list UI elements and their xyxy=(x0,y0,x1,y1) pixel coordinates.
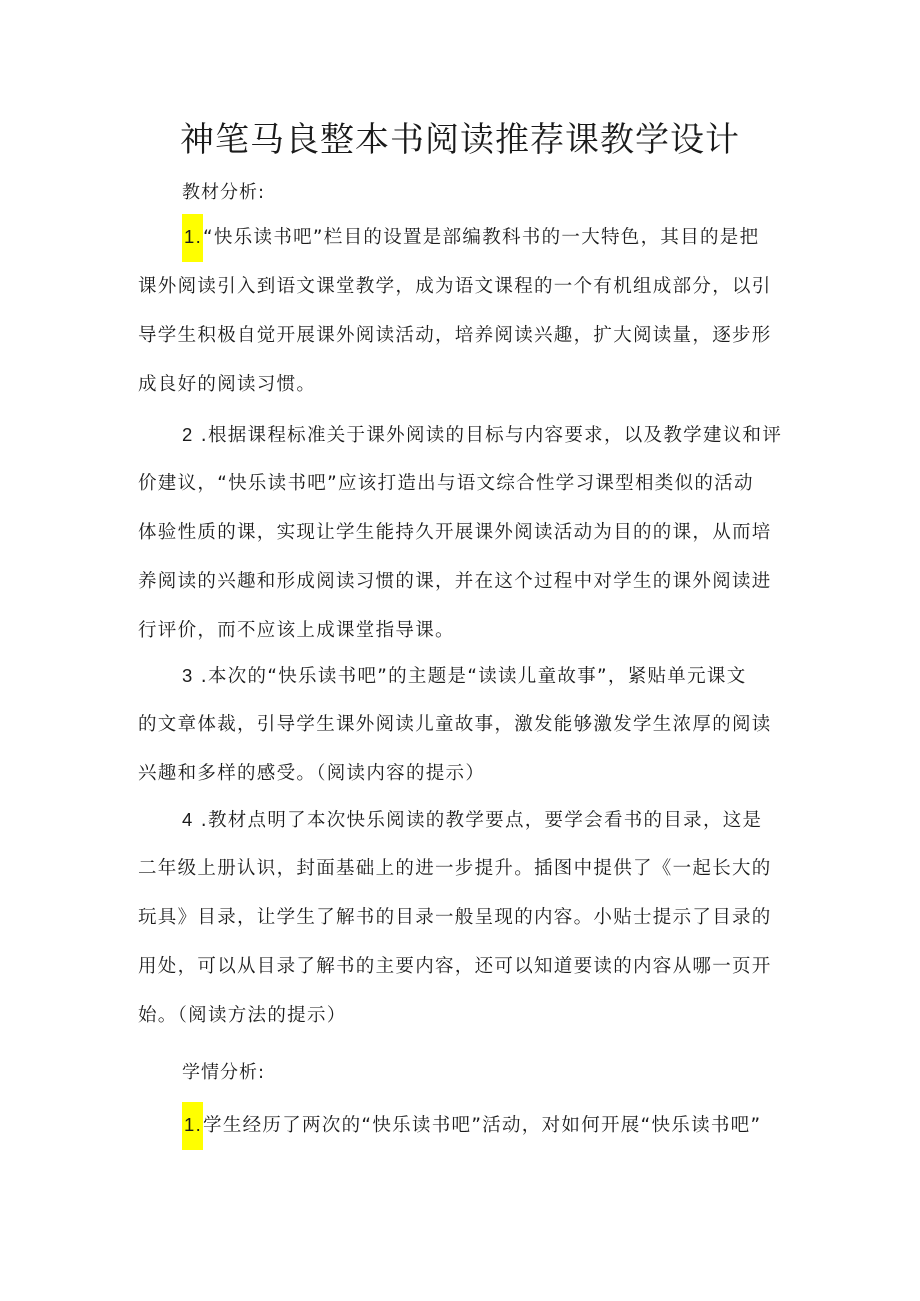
paragraph-line: 用处，可以从目录了解书的主要内容，还可以知道要读的内容从哪一页开 xyxy=(138,956,772,977)
paragraph-line: 二年级上册认识，封面基础上的进一步提升。插图中提供了《一起长大的 xyxy=(138,858,772,879)
paragraph-line: 2 .根据课程标准关于课外阅读的目标与内容要求，以及教学建议和评 xyxy=(182,424,783,446)
paragraph-line: 1.“快乐读书吧”栏目的设置是部编教科书的一大特色，其目的是把 xyxy=(138,213,788,262)
section-heading-student-analysis: 学情分析: xyxy=(182,1062,266,1083)
paragraph-line: 始。（阅读方法的提示） xyxy=(138,1005,347,1026)
paragraph-line: 玩具》目录，让学生了解书的目录一般呈现的内容。小贴士提示了目录的 xyxy=(138,907,772,928)
paragraph-line: 价建议，“快乐读书吧”应该打造出与语文综合性学习课型相类似的活动 xyxy=(138,473,754,494)
paragraph-line: 养阅读的兴趣和形成阅读习惯的课，并在这个过程中对学生的课外阅读进 xyxy=(138,571,772,592)
paragraph-line: 1.学生经历了两次的“快乐读书吧”活动，对如何开展“快乐读书吧” xyxy=(138,1101,788,1150)
paragraph-line: 3 .本次的“快乐读书吧”的主题是“读读儿童故事”，紧贴单元课文 xyxy=(182,665,747,687)
highlighted-number: 1. xyxy=(182,1102,203,1150)
paragraph-line: 体验性质的课，实现让学生能持久开展课外阅读活动为目的的课，从而培 xyxy=(138,522,772,543)
paragraph-line: 成良好的阅读习惯。 xyxy=(138,374,317,395)
paragraph-line: 行评价，而不应该上成课堂指导课。 xyxy=(138,620,455,641)
paragraph-line: 导学生积极自觉开展课外阅读活动，培养阅读兴趣，扩大阅读量，逐步形 xyxy=(138,325,772,346)
section-heading-textbook-analysis: 教材分析: xyxy=(182,182,266,203)
paragraph-number: 2 xyxy=(182,424,194,445)
document-title: 神笔马良整本书阅读推荐课教学设计 xyxy=(180,120,740,160)
paragraph-4 xyxy=(138,795,788,1040)
paragraph-student-1 xyxy=(138,1101,788,1150)
paragraph-line: 的文章体裁，引导学生课外阅读儿童故事，激发能够激发学生浓厚的阅读 xyxy=(138,714,772,735)
paragraph-line: 兴趣和多样的感受。（阅读内容的提示） xyxy=(138,763,486,784)
paragraph-number: 4 xyxy=(182,809,194,830)
paragraph-1 xyxy=(138,213,788,409)
paragraph-line: 4 .教材点明了本次快乐阅读的教学要点，要学会看书的目录，这是 xyxy=(182,809,763,831)
highlighted-number: 1. xyxy=(182,214,203,262)
paragraph-2 xyxy=(138,410,788,655)
paragraph-number: 3 xyxy=(182,665,194,686)
paragraph-line: 课外阅读引入到语文课堂教学，成为语文课程的一个有机组成部分，以引 xyxy=(138,276,772,297)
paragraph-3 xyxy=(138,651,788,798)
